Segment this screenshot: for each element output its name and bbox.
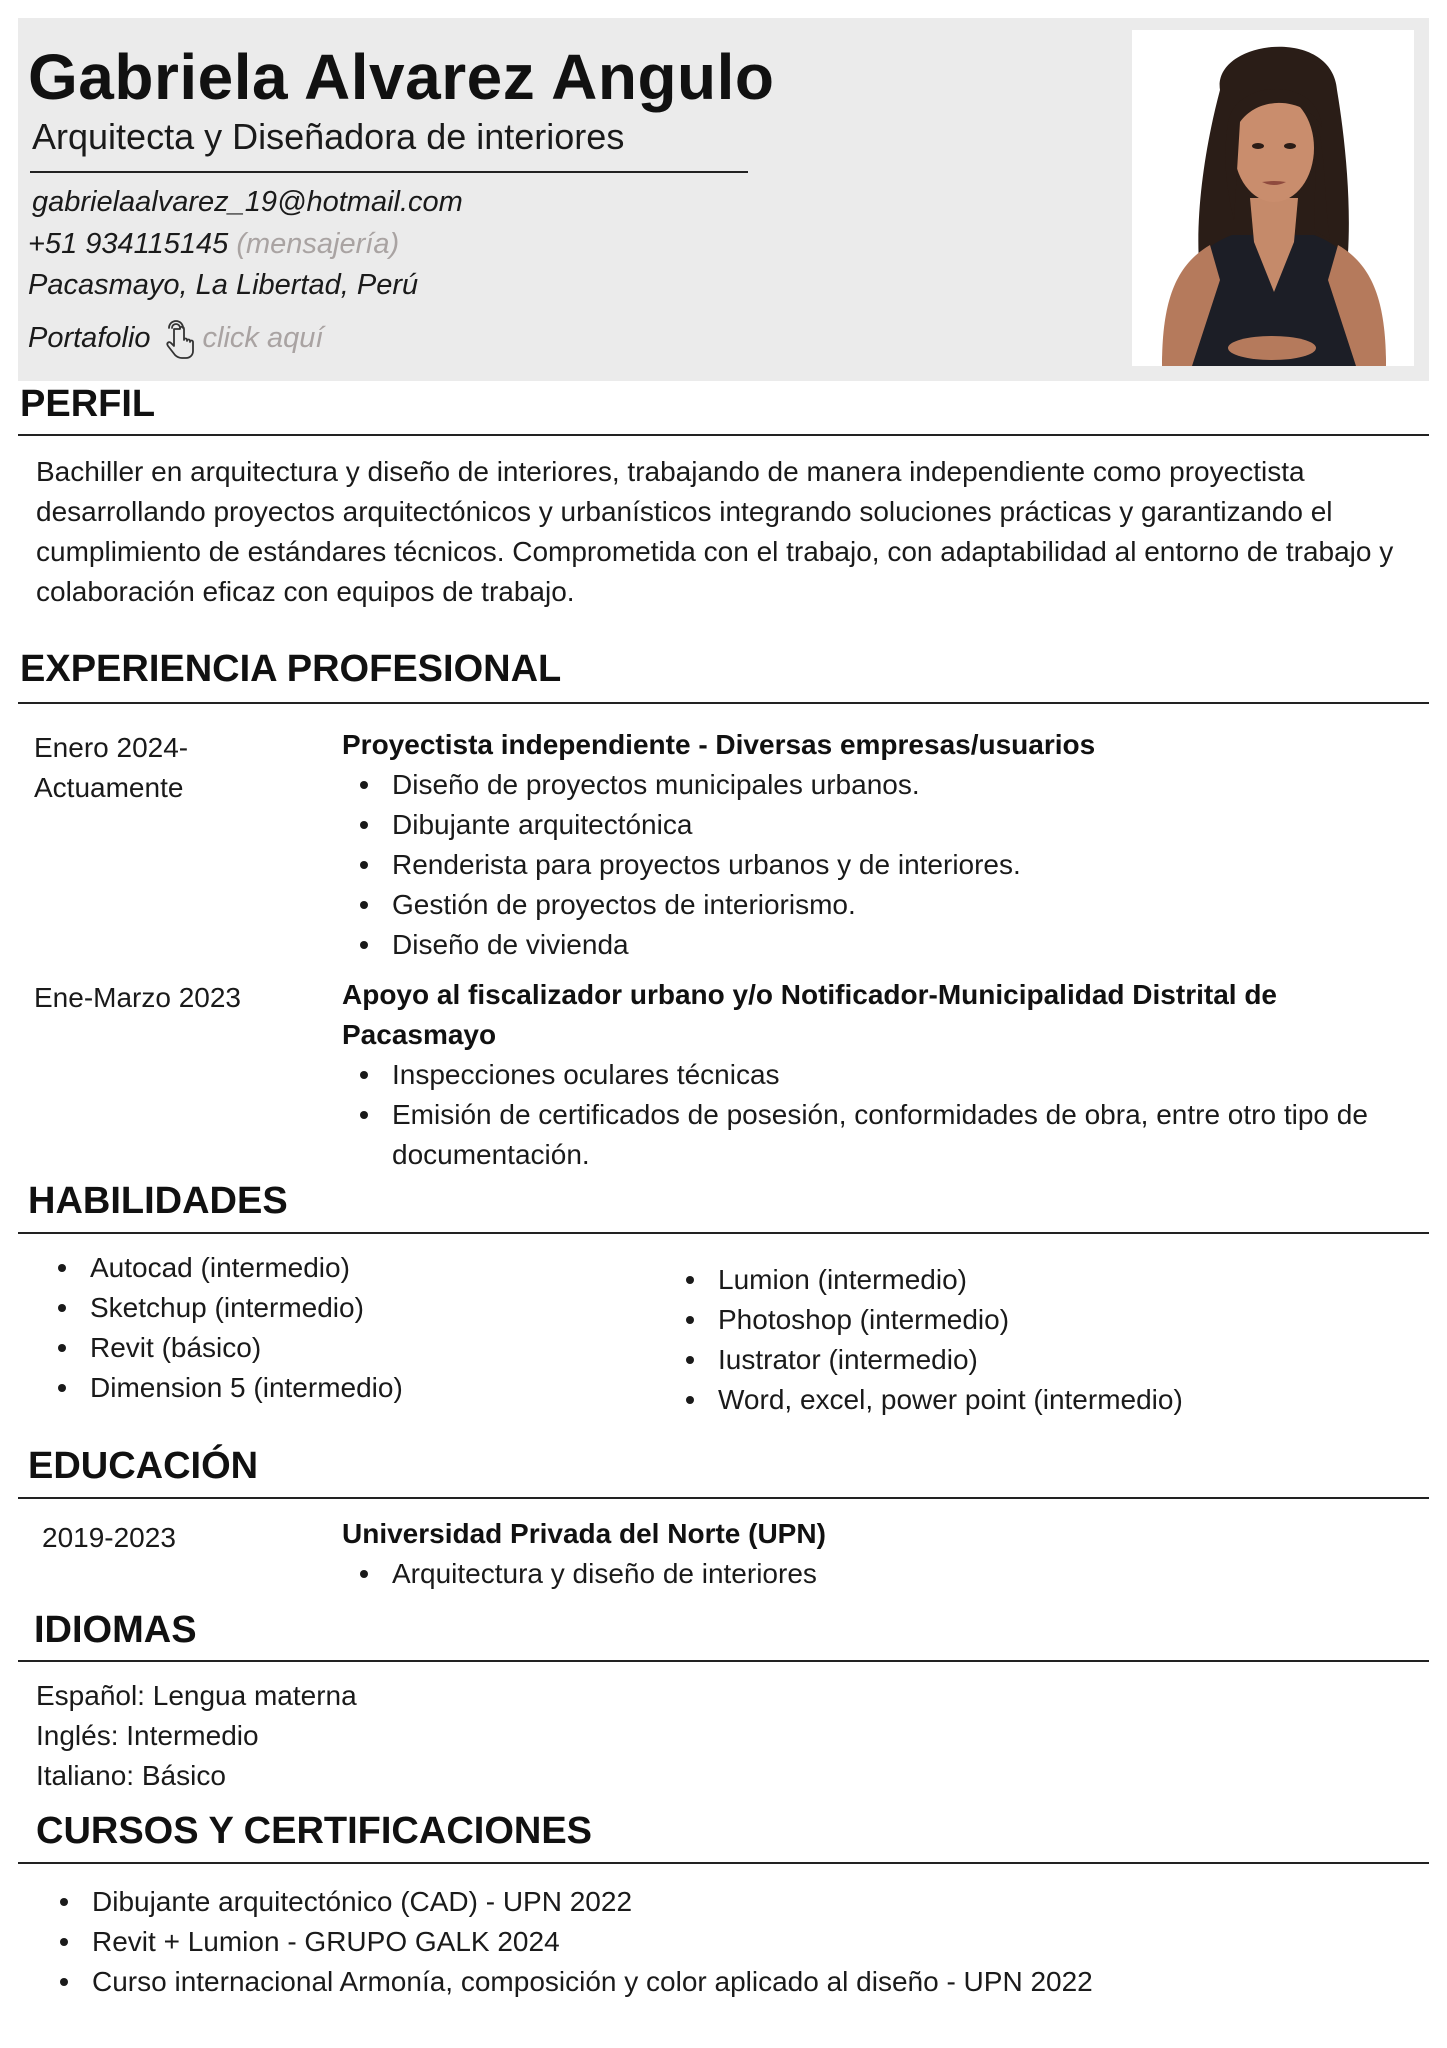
list-item: Dimension 5 (intermedio) xyxy=(90,1368,403,1408)
list-item: Revit + Lumion - GRUPO GALK 2024 xyxy=(92,1922,1093,1962)
experiencia-divider xyxy=(18,702,1429,704)
list-item: Arquitectura y diseño de interiores xyxy=(392,1554,817,1594)
skills-list-right xyxy=(718,1260,1183,1420)
list-item: Diseño de proyectos municipales urbanos. xyxy=(392,765,1021,805)
phone-number[interactable]: +51 934115145 xyxy=(28,228,229,260)
list-item: Inspecciones oculares técnicas xyxy=(392,1055,1392,1095)
list-item: Renderista para proyectos urbanos y de interiores. xyxy=(392,845,1021,885)
courses-list xyxy=(92,1882,1093,2002)
job-date-start: Enero 2024- xyxy=(34,732,189,763)
education-date: 2019-2023 xyxy=(42,1522,176,1553)
list-item: Photoshop (intermedio) xyxy=(718,1300,1183,1340)
educacion-divider xyxy=(18,1497,1429,1499)
job-duties-list xyxy=(392,1055,1392,1175)
job-duties-list xyxy=(392,765,1021,965)
phone-note: (mensajería) xyxy=(236,228,400,260)
job-title: Proyectista independiente - Diversas empresas/usuarios xyxy=(342,729,1096,760)
list-item: Dibujante arquitectónica xyxy=(392,805,1021,845)
list-item: Diseño de vivienda xyxy=(392,925,1021,965)
header-panel xyxy=(18,18,1429,381)
portfolio-label: Portafolio xyxy=(28,321,151,354)
list-item: Gestión de proyectos de interiorismo. xyxy=(392,885,1021,925)
language-item: Italiano: Básico xyxy=(36,1760,226,1791)
portfolio-line xyxy=(28,316,323,360)
perfil-divider xyxy=(18,434,1429,436)
profile-summary: Bachiller en arquitectura y diseño de interiores, trabajando de manera independiente como proyectista desarrollando proyectos arquitectónicos y urbanísticos integrando soluciones prácticas y garantizando el cumplimiento de estándares técnicos. Comprometida con el trabajo, con adaptabilidad al entorno de trabajo y colaboración eficaz con equipos de trabajo. xyxy=(36,456,1394,607)
list-item: Revit (básico) xyxy=(90,1328,403,1368)
profile-photo xyxy=(1132,30,1414,366)
email-text[interactable]: gabrielaalvarez_19@hotmail.com xyxy=(32,186,463,218)
list-item: Emisión de certificados de posesión, conformidades de obra, entre otro tipo de documentación. xyxy=(392,1095,1392,1175)
portfolio-link[interactable]: click aquí xyxy=(202,321,324,354)
list-item: Curso internacional Armonía, composición y color aplicado al diseño - UPN 2022 xyxy=(92,1962,1093,2002)
school-name: Universidad Privada del Norte (UPN) xyxy=(342,1518,826,1549)
pointer-hand-icon[interactable] xyxy=(161,316,197,360)
list-item: Autocad (intermedio) xyxy=(90,1248,403,1288)
section-title-experiencia: EXPERIENCIA PROFESIONAL xyxy=(20,648,562,690)
list-item: Lumion (intermedio) xyxy=(718,1260,1183,1300)
list-item: Dibujante arquitectónico (CAD) - UPN 2022 xyxy=(92,1882,1093,1922)
list-item: Word, excel, power point (intermedio) xyxy=(718,1380,1183,1420)
header-divider xyxy=(30,171,748,173)
idiomas-divider xyxy=(18,1660,1429,1662)
job-date: Ene-Marzo 2023 xyxy=(34,982,242,1013)
candidate-profession: Arquitecta y Diseñadora de interiores xyxy=(32,116,625,157)
skills-list-left xyxy=(90,1248,403,1408)
section-title-cursos: CURSOS Y CERTIFICACIONES xyxy=(36,1810,593,1852)
language-item: Español: Lengua materna xyxy=(36,1680,357,1711)
section-title-perfil: PERFIL xyxy=(20,383,156,425)
job-title: Apoyo al fiscalizador urbano y/o Notificador-Municipalidad Distrital de Pacasmayo xyxy=(342,979,1278,1050)
habilidades-divider xyxy=(18,1232,1429,1234)
section-title-idiomas: IDIOMAS xyxy=(34,1609,197,1651)
list-item: Iustrator (intermedio) xyxy=(718,1340,1183,1380)
section-title-habilidades: HABILIDADES xyxy=(28,1180,288,1222)
list-item: Sketchup (intermedio) xyxy=(90,1288,403,1328)
cursos-divider xyxy=(18,1862,1429,1864)
location-text: Pacasmayo, La Libertad, Perú xyxy=(28,269,419,301)
language-item: Inglés: Intermedio xyxy=(36,1720,259,1751)
candidate-name: Gabriela Alvarez Angulo xyxy=(28,41,775,113)
phone-line xyxy=(28,228,399,261)
section-title-educacion: EDUCACIÓN xyxy=(28,1445,259,1487)
education-list xyxy=(392,1554,817,1594)
job-date-end: Actuamente xyxy=(34,772,184,803)
